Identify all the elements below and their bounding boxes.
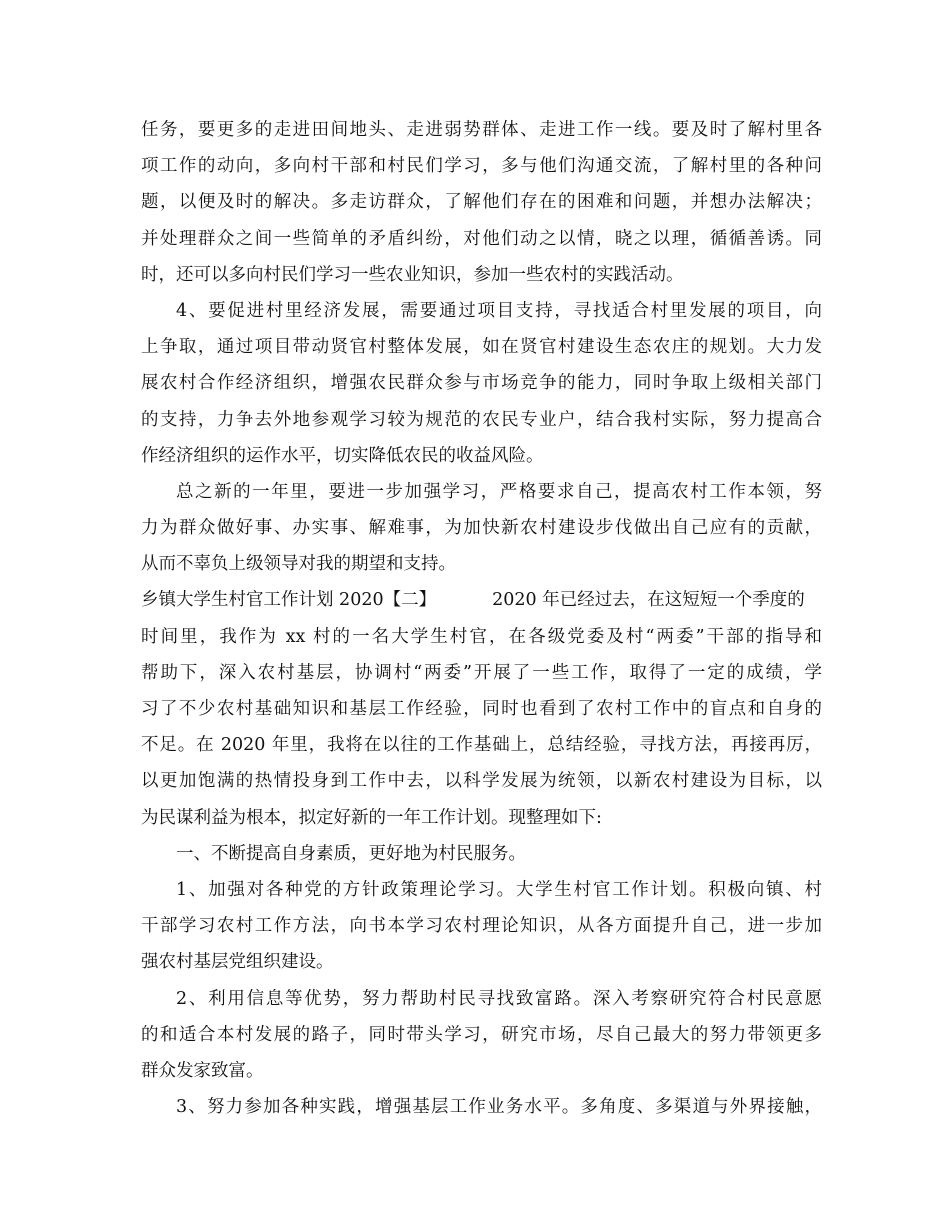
paragraph-first-line: 3、努力参加各种实践，增强基层工作业务水平。多角度、多渠道与外界接触，	[176, 1097, 822, 1118]
text-line: 群众发家致富。	[141, 1060, 264, 1081]
section-heading: 乡镇大学生村官工作计划 2020【二】	[141, 590, 437, 611]
text-line: 展农村合作经济组织，增强农民群众参与市场竞争的能力，同时争取上级相关部门	[141, 373, 822, 394]
section-heading-line	[141, 582, 822, 618]
text-line: 的支持，力争去外地参观学习较为规范的农民专业户，结合我村实际，努力提高合	[141, 409, 822, 430]
text-line: 为民谋利益为根本，拟定好新的一年工作计划。现整理如下:	[141, 807, 602, 828]
paragraph-first-line: 总之新的一年里，要进一步加强学习，严格要求自己，提高农村工作本领，努	[176, 481, 822, 502]
text-line: 时，还可以多向村民们学习一些农业知识，参加一些农村的实践活动。	[141, 264, 684, 285]
text-line: 帮助下，深入农村基层，协调村“两委”开展了一些工作，取得了一定的成绩，学	[141, 662, 822, 683]
text-line: 项工作的动向，多向村干部和村民们学习，多与他们沟通交流，了解村里的各种问	[141, 156, 822, 177]
text-line: 强农村基层党组织建设。	[141, 952, 334, 973]
text-line: 干部学习农村工作方法，向书本学习农村理论知识，从各方面提升自己，进一步加	[141, 916, 822, 937]
text-line: 作经济组织的运作水平，切实降低农民的收益风险。	[141, 445, 544, 466]
text-line: 从而不辜负上级领导对我的期望和支持。	[141, 554, 456, 575]
text-line: 的和适合本村发展的路子，同时带头学习，研究市场，尽自己最大的努力带领更多	[141, 1024, 822, 1045]
text-line: 以更加饱满的热情投身到工作中去，以科学发展为统领，以新农村建设为目标，以	[141, 771, 822, 792]
text-line: 并处理群众之间一些简单的矛盾纠纷，对他们动之以情，晓之以理，循循善诱。同	[141, 228, 822, 249]
text-line: 习了不少农村基础知识和基层工作经验，同时也看到了农村工作中的盲点和自身的	[141, 699, 822, 719]
paragraph-first-line: 2、利用信息等优势，努力帮助村民寻找致富路。深入考察研究符合村民意愿	[176, 988, 822, 1009]
text-line: 上争取，通过项目带动贤官村整体发展，如在贤官村建设生态农庄的规划。大力发	[141, 337, 822, 358]
text-line: 题，以便及时的解决。多走访群众，了解他们存在的困难和问题，并想办法解决；	[141, 192, 822, 213]
text-line: 不足。在 2020 年里，我将在以往的工作基础上，总结经验，寻找方法，再接再厉，	[141, 735, 822, 756]
section-intro-start: 2020 年已经过去，在这短短一个季度的	[492, 590, 805, 611]
document-body	[141, 112, 822, 1125]
paragraph-first-line: 1、加强对各种党的方针政策理论学习。大学生村官工作计划。积极向镇、村	[176, 879, 822, 900]
subheading-line: 一、不断提高自身素质，更好地为村民服务。	[176, 843, 526, 864]
paragraph-first-line: 4、要促进村里经济发展，需要通过项目支持，寻找适合村里发展的项目，向	[176, 300, 822, 321]
text-line: 任务，要更多的走进田间地头、走进弱势群体、走进工作一线。要及时了解村里各	[141, 120, 822, 140]
text-line: 力为群众做好事、办实事、解难事，为加快新农村建设步伐做出自己应有的贡献，	[141, 518, 822, 539]
text-line: 时间里，我作为 xx 村的一名大学生村官，在各级党委及村“两委”干部的指导和	[141, 626, 822, 647]
